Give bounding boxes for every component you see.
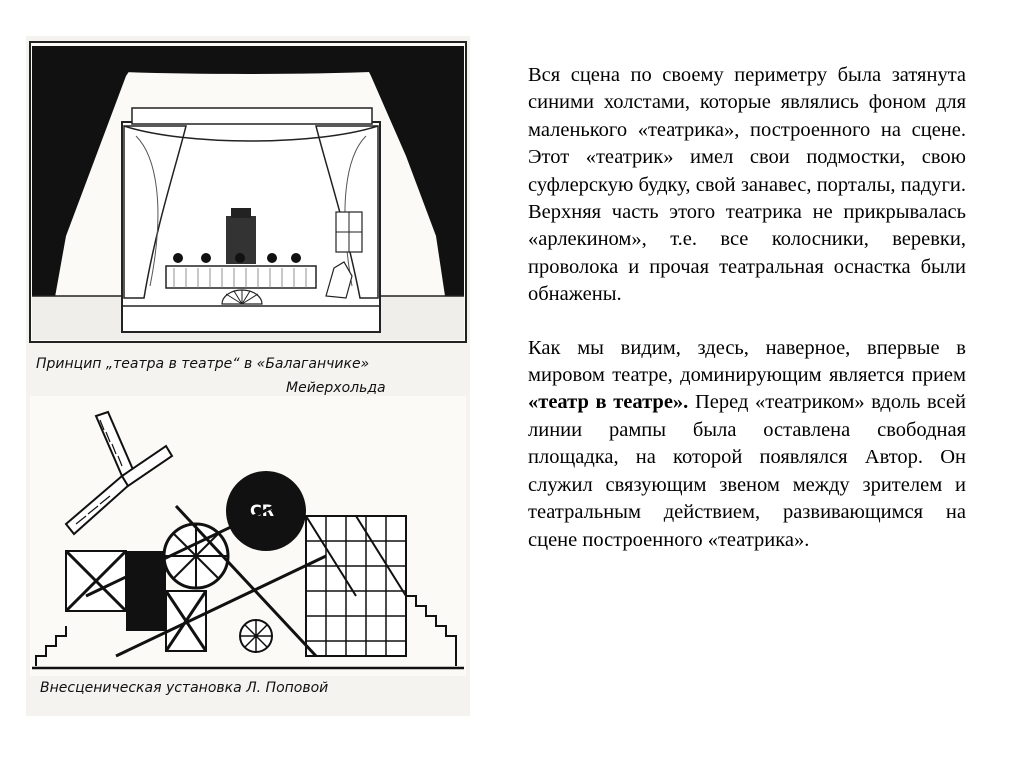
paragraph-2-start: Как мы видим, здесь, наверное, впервые в мировом театре, доминирующим является прием — [528, 336, 966, 387]
paragraph-2-end: Перед «театриком» вдоль всей линии рампы была оставлена свободная площадка, на которой появлялся Автор. Он служил связующим звеном между зрителем и театральным действием, развивающимся на сцене построенного «театрика». — [528, 391, 967, 551]
paragraph-1: Вся сцена по своему периметру была затянута синими холстами, которые являлись фоном для маленького «театрика», построенного на сцене. Этот «театрик» имел свои подмостки, свою суфлерскую будку, свой занавес, порталы, падуги. Верхняя часть этого театрика не прикрывалась «арлекином», т.е. все колосники, веревки, проволока и прочая театральная оснастка были обнажены. — [528, 64, 966, 306]
caption-top-line1: Принцип „театра в театре“ в «Балаганчике» — [36, 356, 370, 372]
stage-sketches — [26, 36, 470, 716]
caption-top-line2: Мейерхольда — [286, 380, 386, 396]
illustration-panel — [26, 36, 470, 716]
paragraph-2-bold: «театр в театре». — [528, 391, 689, 414]
body-text — [528, 62, 966, 554]
windmill-sign: CR — [250, 501, 275, 520]
caption-bottom: Внесценическая установка Л. Поповой — [40, 680, 329, 696]
popova-set-drawing — [30, 396, 466, 676]
balaganchik-stage-drawing — [30, 42, 466, 342]
paragraph-2 — [528, 335, 966, 554]
